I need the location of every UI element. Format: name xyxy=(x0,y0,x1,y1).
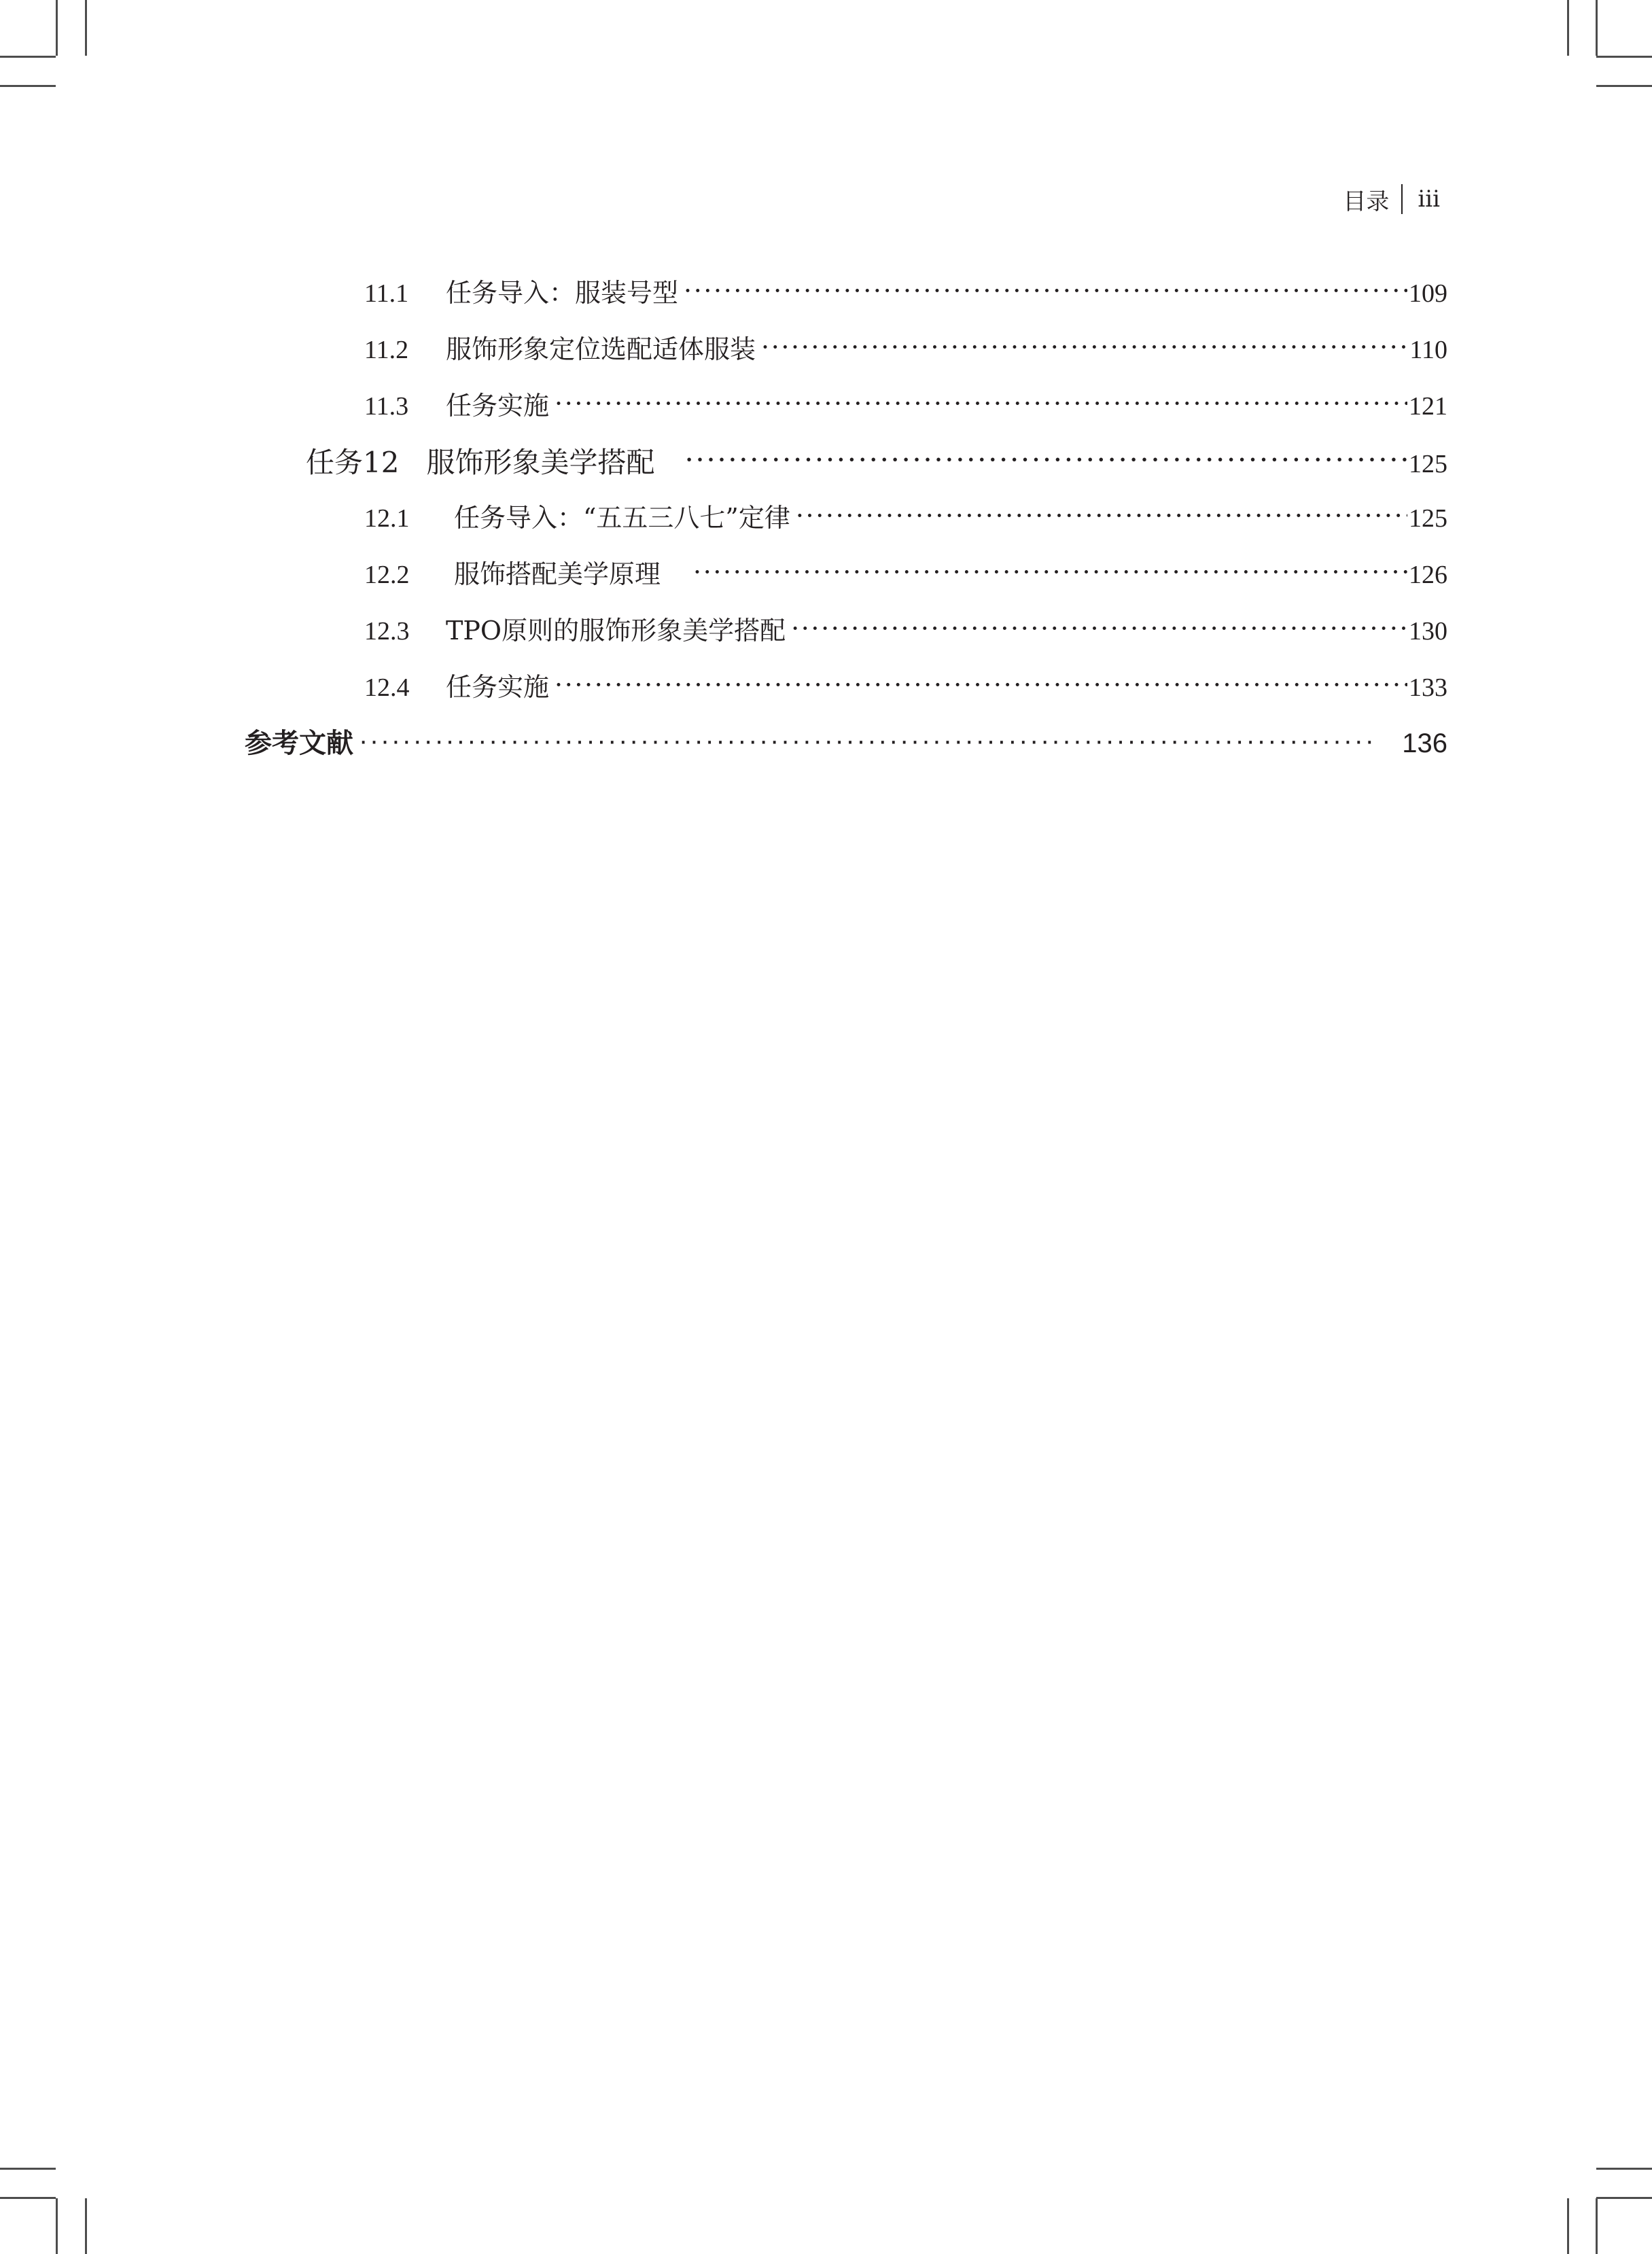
toc-entry-page: 109 xyxy=(1409,279,1447,308)
dot-leader xyxy=(359,725,1377,752)
toc-entry-page: 125 xyxy=(1409,450,1447,478)
dot-leader xyxy=(555,389,1407,415)
dot-leader xyxy=(791,614,1407,639)
toc-entry-title: 服饰搭配美学原理 xyxy=(454,559,661,589)
header-divider xyxy=(1401,184,1403,214)
header-section-title: 目录 xyxy=(1343,188,1390,215)
toc-entry-number: 12.4 xyxy=(364,673,410,702)
toc-entry-page: 133 xyxy=(1409,673,1447,702)
crop-mark xyxy=(1596,85,1652,87)
toc-entry[interactable] xyxy=(364,385,1447,425)
toc-references-page: 136 xyxy=(1402,728,1447,758)
toc-entry-page: 121 xyxy=(1409,392,1447,421)
toc-entry[interactable] xyxy=(364,497,1447,538)
toc-entry-page: 110 xyxy=(1409,336,1447,364)
toc-entry-page: 125 xyxy=(1409,504,1447,533)
toc-references-title: 参考文献 xyxy=(245,728,353,758)
toc-entry-number: 12.3 xyxy=(364,617,410,646)
crop-mark xyxy=(1596,2198,1598,2254)
toc-task-number: 任务12 xyxy=(306,446,400,479)
crop-mark xyxy=(56,2198,58,2254)
crop-mark xyxy=(85,2198,87,2254)
toc-entry-title: 任务导入：服装号型 xyxy=(446,278,679,308)
crop-mark xyxy=(85,0,87,56)
toc-entry-number: 11.2 xyxy=(364,336,409,364)
toc-entry[interactable] xyxy=(364,666,1447,707)
crop-mark xyxy=(1596,2197,1652,2199)
toc-entry-title: 任务实施 xyxy=(446,391,550,421)
crop-mark xyxy=(1567,0,1569,56)
header-page-number: iii xyxy=(1418,186,1440,213)
toc-entry-number: 12.1 xyxy=(364,504,410,533)
toc-entry-number: 11.3 xyxy=(364,392,409,421)
toc-entry-page: 130 xyxy=(1409,617,1447,646)
dot-leader xyxy=(761,332,1408,358)
toc-entry-title: 任务实施 xyxy=(446,672,550,702)
dot-leader xyxy=(555,670,1407,696)
crop-mark xyxy=(1596,2168,1652,2170)
toc-entry-page: 126 xyxy=(1409,561,1447,589)
crop-mark xyxy=(56,0,58,56)
crop-mark xyxy=(0,2197,56,2199)
crop-mark xyxy=(0,2168,56,2170)
toc-task-title: 服饰形象美学搭配 xyxy=(426,446,655,479)
dot-leader xyxy=(684,276,1407,302)
toc-task-entry[interactable] xyxy=(306,440,1447,481)
crop-mark xyxy=(0,56,56,58)
running-header xyxy=(1343,182,1440,216)
toc-entry[interactable] xyxy=(364,610,1447,650)
crop-mark xyxy=(1567,2198,1569,2254)
dot-leader xyxy=(796,501,1407,527)
dot-leader xyxy=(684,444,1407,472)
crop-mark xyxy=(1596,56,1652,58)
toc-entry-title: 任务导入：“五五三八七”定律 xyxy=(454,503,790,533)
toc-references-entry[interactable] xyxy=(245,722,1447,762)
toc-entry-title: TPO原则的服饰形象美学搭配 xyxy=(446,616,786,646)
toc-entry-number: 12.2 xyxy=(364,561,410,589)
crop-mark xyxy=(0,85,56,87)
crop-mark xyxy=(1596,0,1598,56)
dot-leader xyxy=(693,557,1407,583)
toc-entry[interactable] xyxy=(364,553,1447,594)
toc-entry[interactable] xyxy=(364,272,1447,313)
toc-entry[interactable] xyxy=(364,328,1447,369)
toc-entry-number: 11.1 xyxy=(364,279,409,308)
toc-entry-title: 服饰形象定位选配适体服装 xyxy=(446,334,756,364)
